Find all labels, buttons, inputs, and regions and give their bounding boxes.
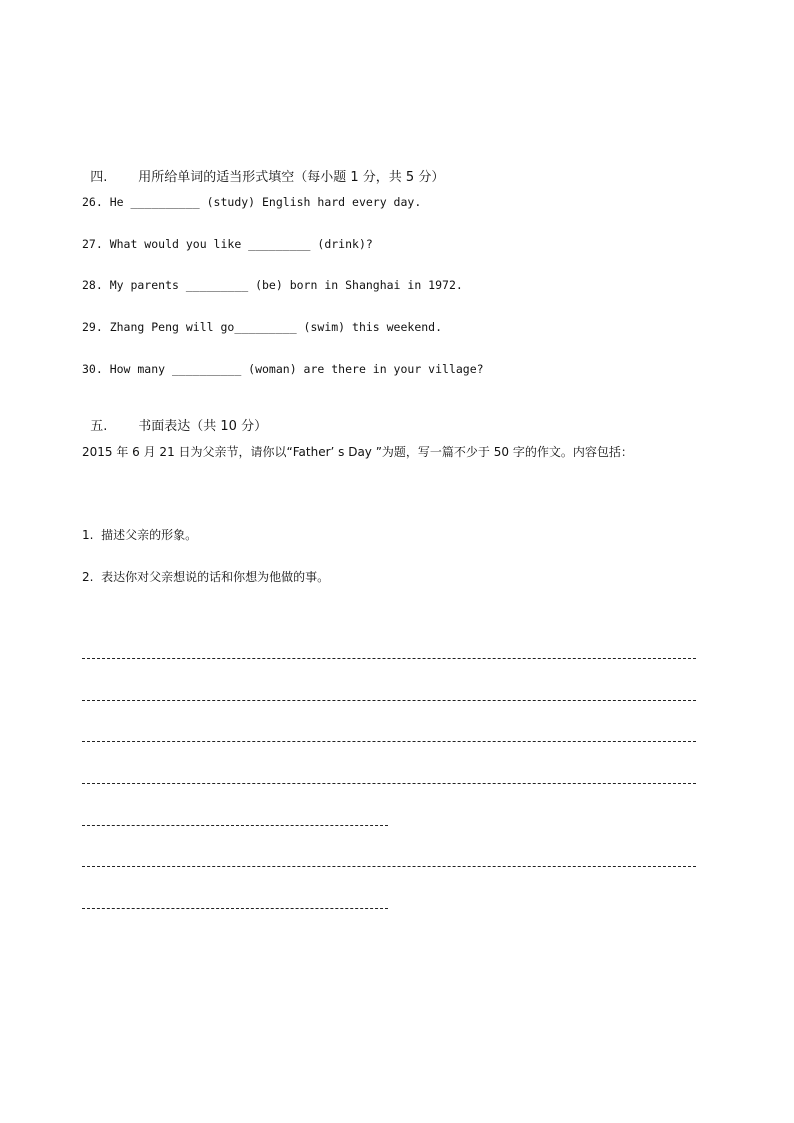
content-point-1: 1. 描述父亲的形象。 — [82, 528, 198, 542]
answer-line — [82, 866, 696, 867]
section-4-number: 四. — [90, 170, 108, 185]
section-5-title: 书面表达（共 10 分） — [138, 419, 268, 434]
section-4-title: 用所给单词的适当形式填空（每小题 1 分，共 5 分） — [138, 170, 445, 185]
section-5-number: 五. — [90, 419, 108, 434]
answer-line — [82, 825, 388, 826]
answer-line — [82, 783, 696, 784]
answer-line — [82, 741, 696, 742]
question-29: 29. Zhang Peng will go_________ (swim) this weekend. — [82, 320, 443, 334]
question-30: 30. How many __________ (woman) are there in your village? — [82, 362, 484, 376]
section-5-heading — [82, 400, 267, 434]
answer-line — [82, 908, 388, 909]
content-point-2: 2. 表达你对父亲想说的话和你想为他做的事。 — [82, 570, 330, 584]
answer-line — [82, 658, 696, 659]
writing-prompt: 2015 年 6 月 21 日为父亲节，请你以“Father’ s Day ”为题，写一篇不少于 50 字的作文。内容包括： — [82, 445, 633, 459]
answer-line — [82, 700, 696, 701]
question-27: 27. What would you like _________ (drink)? — [82, 237, 373, 251]
question-26: 26. He __________ (study) English hard every day. — [82, 195, 422, 209]
question-28: 28. My parents _________ (be) born in Shanghai in 1972. — [82, 278, 463, 292]
section-4-heading — [82, 151, 444, 185]
